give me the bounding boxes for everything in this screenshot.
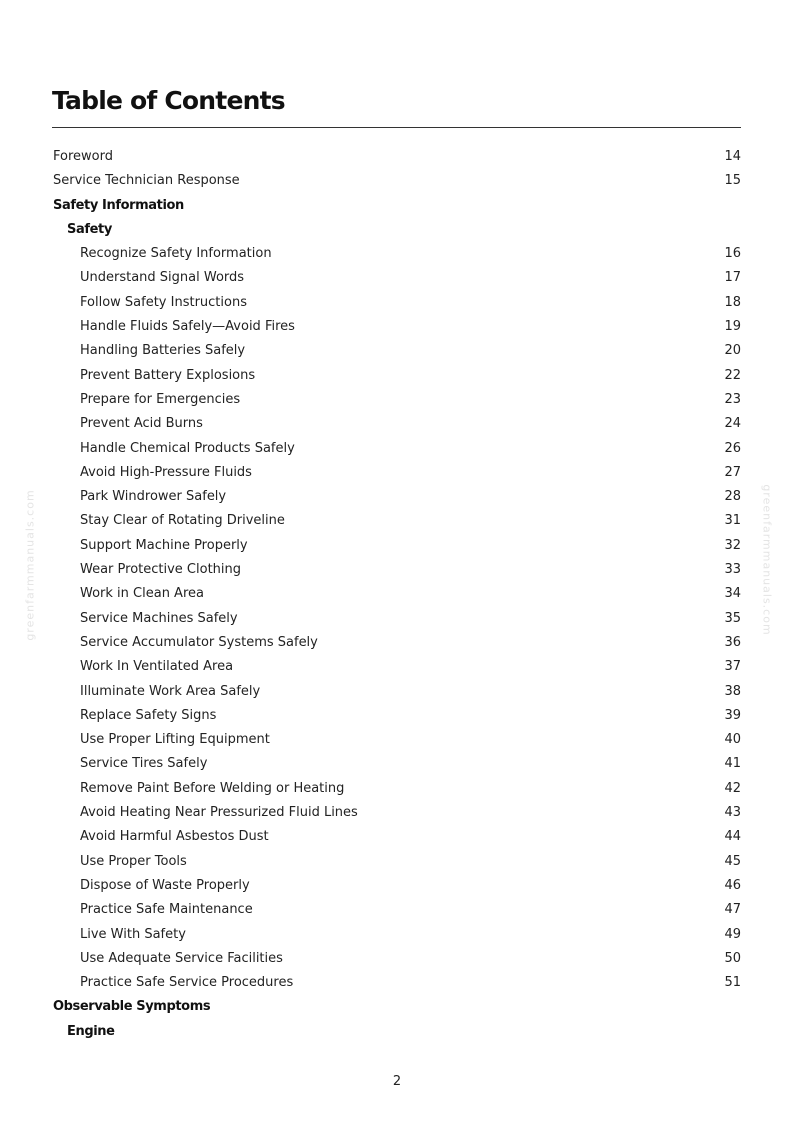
toc-entry-label: Follow Safety Instructions [80,294,247,310]
toc-entry[interactable] [0,680,794,704]
toc-entry-label: Prepare for Emergencies [80,391,241,407]
toc-entry-label: Practice Safe Service Procedures [80,975,294,991]
toc-entry[interactable] [0,947,794,971]
watermark-left: greenfarmmanuals.com [23,489,37,641]
toc-entry[interactable] [0,874,794,898]
toc-heading [0,218,794,242]
toc-entry-page-number: 15 [724,173,741,189]
toc-entry-label: Foreword [53,149,113,164]
toc-entry-label: Illuminate Work Area Safely [80,683,261,699]
toc-entry[interactable] [0,582,794,606]
toc-entry[interactable] [0,315,794,339]
toc-entry-page-number: 44 [724,829,741,845]
toc-entry-page-number: 19 [724,319,741,335]
toc-entry-label: Recognize Safety Information [80,246,272,262]
table-of-contents [0,145,794,1044]
toc-entry-label: Remove Paint Before Welding or Heating [80,780,345,796]
toc-entry-label: Avoid Harmful Asbestos Dust [80,829,269,845]
toc-entry[interactable] [0,704,794,728]
toc-entry-label: Handling Batteries Safely [80,343,246,359]
toc-entry-page-number: 49 [724,926,741,942]
toc-entry-label: Stay Clear of Rotating Driveline [80,513,285,529]
toc-entry[interactable] [0,437,794,461]
page-title: Table of Contents [52,86,285,115]
toc-entry-page-number: 45 [724,853,741,869]
toc-entry-label: Service Tires Safely [80,756,208,772]
toc-entry-page-number: 16 [724,246,741,262]
toc-entry-label: Safety Information [53,197,184,213]
toc-entry-label: Service Machines Safely [80,610,238,626]
toc-entry-label: Avoid High-Pressure Fluids [80,464,252,480]
toc-entry[interactable] [0,364,794,388]
toc-entry[interactable] [0,923,794,947]
toc-entry-page-number: 39 [724,707,741,723]
toc-entry-page-number: 22 [724,367,741,383]
toc-entry[interactable] [0,169,794,193]
toc-heading [0,995,794,1019]
toc-entry[interactable] [0,266,794,290]
toc-entry-label: Handle Fluids Safely—Avoid Fires [80,319,295,335]
toc-entry-page-number: 27 [724,464,741,480]
toc-entry-page-number: 42 [724,780,741,796]
toc-entry[interactable] [0,850,794,874]
toc-entry[interactable] [0,631,794,655]
toc-entry[interactable] [0,485,794,509]
toc-entry-page-number: 41 [724,756,741,772]
toc-entry-label: Prevent Battery Explosions [80,367,256,383]
toc-entry[interactable] [0,242,794,266]
toc-entry-page-number: 46 [724,877,741,893]
toc-entry[interactable] [0,291,794,315]
page-number: 2 [392,1074,402,1089]
toc-entry[interactable] [0,801,794,825]
toc-entry-page-number: 28 [724,489,741,505]
toc-entry-label: Dispose of Waste Properly [80,877,250,893]
toc-entry[interactable] [0,461,794,485]
toc-entry-page-number: 14 [724,149,741,164]
toc-entry-label: Replace Safety Signs [80,707,217,723]
toc-entry-label: Handle Chemical Products Safely [80,440,295,456]
toc-heading [0,194,794,218]
toc-entry-label: Park Windrower Safely [80,489,227,505]
toc-entry[interactable] [0,971,794,995]
toc-entry-label: Work In Ventilated Area [80,659,234,675]
toc-entry-label: Safety [67,221,112,237]
toc-entry-label: Observable Symptoms [53,999,211,1015]
toc-entry-page-number: 50 [724,950,741,966]
toc-entry-page-number: 20 [724,343,741,359]
toc-entry[interactable] [0,728,794,752]
toc-entry-page-number: 35 [724,610,741,626]
toc-entry[interactable] [0,752,794,776]
toc-entry-label: Use Adequate Service Facilities [80,950,283,966]
toc-entry-page-number: 17 [724,270,741,286]
toc-entry-page-number: 51 [724,975,741,991]
toc-entry[interactable] [0,825,794,849]
watermark-right: greenfarmmanuals.com [760,484,774,636]
toc-entry-label: Use Proper Tools [80,853,187,869]
toc-entry-page-number: 26 [724,440,741,456]
toc-entry-label: Wear Protective Clothing [80,562,242,578]
toc-entry[interactable] [0,534,794,558]
toc-entry-page-number: 40 [724,732,741,748]
toc-entry-page-number: 37 [724,659,741,675]
toc-entry-label: Service Technician Response [53,173,240,189]
toc-entry[interactable] [0,412,794,436]
toc-entry-page-number: 23 [724,391,741,407]
toc-entry-label: Avoid Heating Near Pressurized Fluid Lines [80,805,358,821]
toc-entry-label: Practice Safe Maintenance [80,902,253,918]
toc-entry[interactable] [0,607,794,631]
toc-entry-page-number: 32 [724,537,741,553]
toc-entry-page-number: 18 [724,294,741,310]
toc-entry[interactable] [0,898,794,922]
toc-heading [0,1020,794,1044]
toc-entry[interactable] [0,388,794,412]
toc-entry[interactable] [0,339,794,363]
toc-entry[interactable] [0,558,794,582]
toc-entry-label: Engine [67,1023,115,1039]
toc-entry-label: Understand Signal Words [80,270,245,286]
toc-entry-page-number: 24 [724,416,741,432]
toc-entry-page-number: 33 [724,562,741,578]
toc-entry-page-number: 47 [724,902,741,918]
toc-entry-label: Service Accumulator Systems Safely [80,634,318,650]
toc-entry-label: Support Machine Properly [80,537,248,553]
toc-entry-page-number: 31 [724,513,741,529]
toc-entry-page-number: 43 [724,805,741,821]
toc-entry-label: Use Proper Lifting Equipment [80,732,270,748]
toc-entry-label: Work in Clean Area [80,586,204,602]
toc-entry-page-number: 38 [724,683,741,699]
toc-entry[interactable] [0,145,794,169]
toc-entry-label: Live With Safety [80,926,186,942]
toc-entry[interactable] [0,777,794,801]
toc-entry-label: Prevent Acid Burns [80,416,203,432]
toc-entry-page-number: 36 [724,634,741,650]
toc-entry[interactable] [0,509,794,533]
toc-entry[interactable] [0,655,794,679]
toc-entry-page-number: 34 [724,586,741,602]
title-divider [52,127,741,128]
